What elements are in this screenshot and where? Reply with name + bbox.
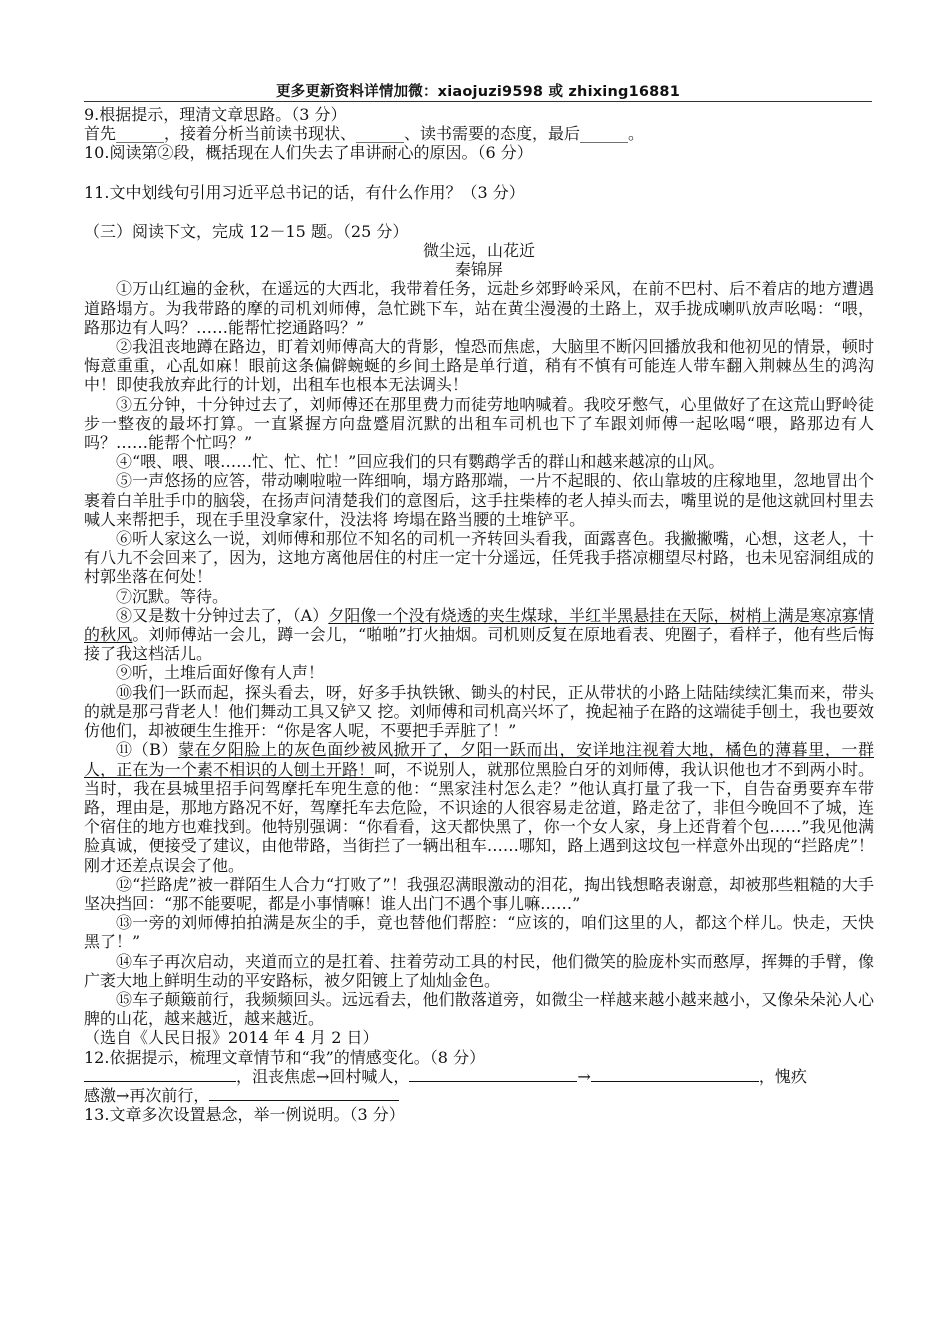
- question-12-segment: 感激→再次前行，: [84, 1085, 210, 1105]
- question-9-prompt: 首先______，接着分析当前读书现状、______、读书需要的态度，最后______。: [84, 124, 645, 144]
- answer-blank[interactable]: [84, 1080, 236, 1082]
- answer-space: [84, 163, 874, 183]
- paragraph-14: ⑭车子再次启动，夹道而立的是扛着、拄着劳动工具的村民，他们微笑的脸庞朴实而憨厚，挥舞的手臂，像广袤大地上鲜明生动的平安路标，被夕阳镀上了灿灿金色。: [84, 951, 874, 990]
- paragraph-6: ⑥听人家这么一说，刘师傅和那位不知名的司机一齐转回头看我，面露喜色。我撇撇嘴，心想，这老人，十有八九不会回来了，因为，这地方离他居住的村庄一定十分遥远，任凭我手搭凉棚望尽村路，也未见窑洞组成的村郭坐落在何处！: [84, 529, 874, 587]
- paragraph-8-lead: ⑧又是数十分钟过去了，（A）: [116, 605, 329, 625]
- paragraph-8: [84, 606, 874, 664]
- document-body: [84, 105, 874, 1124]
- question-12-segment: ，愧疚: [758, 1066, 807, 1086]
- paragraph-4: ④“喂、喂、喂……忙、忙、忙！”回应我们的只有鹦鹉学舌的群山和越来越凉的山风。: [116, 452, 725, 472]
- paragraph-7: ⑦沉默。等待。: [116, 586, 229, 606]
- paragraph-1: ①万山红遍的金秋，在遥远的大西北，我带着任务，远赴乡郊野岭采风，在前不巴村、后不着店的地方遭遇道路塌方。为我带路的摩的司机刘师傅，急忙跳下车，站在黄尘漫漫的土路上，双手拢成喇叭放声吆喝：“喂，路那边有人吗？……能帮忙挖通路吗？”: [84, 279, 874, 337]
- question-13: 13.文章多次设置悬念，举一例说明。（3 分）: [84, 1105, 405, 1125]
- paragraph-13: ⑬一旁的刘师傅拍拍满是灰尘的手，竟也替他们帮腔：“应该的，咱们这里的人，都这个样儿。快走，天快黑了！”: [84, 913, 874, 952]
- flow-arrow: →: [577, 1066, 591, 1086]
- question-9-title: 9.根据提示，理清文章思路。（3 分）: [84, 105, 347, 124]
- article-author: 秦锦屏: [454, 260, 503, 280]
- answer-blank[interactable]: [209, 1099, 399, 1101]
- question-12-flow-cont: [84, 1086, 874, 1105]
- question-11: 11.文中划线句引用习近平总书记的话，有什么作用？（3 分）: [84, 182, 525, 202]
- answer-space: [84, 202, 874, 222]
- paragraph-10: ⑩我们一跃而起，探头看去，呀，好多手执铁锹、锄头的村民，正从带状的小路上陆陆续续汇集而来，带头的就是那弓背老人！他们舞动工具又铲又 挖。刘师傅和司机高兴坏了，挽起袖子在路的这端徒手刨土，我也要效仿他们，却被硬生生推开：“你是客人呢，不要把手弄脏了！”: [84, 682, 874, 741]
- article-title: 微尘远，山花近: [422, 241, 535, 261]
- question-12-flow: [84, 1067, 874, 1086]
- paragraph-5: ⑤一声悠扬的应答，带动喇啦啦一阵细响，塌方路那端，一片不起眼的、依山靠坡的庄稼地里，忽地冒出个裹着白羊肚手巾的脑袋，在扬声问清楚我们的意图后，这手拄柴棒的老人掉头而去，嘴里说的是他这就回村里去喊人来帮把手，现在手里没拿家什，没法将 垮塌在路当腰的土堆铲平。: [84, 471, 874, 529]
- answer-blank[interactable]: [409, 1080, 577, 1082]
- paragraph-11-lead: ⑪（B）: [116, 740, 179, 760]
- header-divider: [84, 101, 872, 102]
- paragraph-11: [84, 740, 874, 874]
- article-source: （选自《人民日报》2014 年 4 月 2 日）: [84, 1028, 379, 1048]
- section-3-intro: （三）阅读下文，完成 12－15 题。（25 分）: [84, 221, 409, 241]
- paragraph-3: ③五分钟，十分钟过去了，刘师傅还在那里费力而徒劳地呐喊着。我咬牙憋气，心里做好了在这荒山野岭徒步一整夜的最坏打算。一直紧握方向盘蹙眉沉默的出租车司机也下了车跟刘师傅一起吆喝“喂，路那边有人吗？……能帮个忙吗？”: [84, 394, 874, 453]
- underlined-sentence-a: 夕阳像一个没有烧透的夹生煤球，半红半黑悬挂在天际，树梢上满是寒凉寡情的秋风: [84, 605, 874, 645]
- paragraph-2: ②我沮丧地蹲在路边，盯着刘师傅高大的背影，惶恐而焦虑，大脑里不断闪回播放我和他初见的情景，顿时悔意重重，心乱如麻！眼前这条偏僻蜿蜒的乡间土路是单行道，稍有不慎有可能连人带车翻入荆棘丛生的鸿沟中！即使我放弃此行的计划，出租车也根本无法调头！: [84, 337, 874, 395]
- question-12-title: 12.依据提示，梳理文章情节和“我”的情感变化。（8 分）: [84, 1047, 486, 1067]
- paragraph-9: ⑨听，土堆后面好像有人声！: [116, 663, 325, 683]
- question-10: 10.阅读第②段，概括现在人们失去了串讲耐心的原因。（6 分）: [84, 143, 533, 163]
- underlined-sentence-b: 蒙在夕阳脸上的灰色面纱被风掀开了，夕阳一跃而出，安详地注视着大地，橘色的薄暮里，一群人，正在为一个素不相识的人刨土开路！: [84, 740, 874, 779]
- answer-blank[interactable]: [591, 1080, 759, 1082]
- page-header: 更多更新资料详情加微：xiaojuzi9598 或 zhixing16881: [275, 84, 681, 100]
- paragraph-12: ⑫“拦路虎”被一群陌生人合力“打败了”！我强忍满眼激动的泪花，掏出钱想略表谢意，却被那些粗糙的大手坚决挡回：“那不能要呢，都是小事情嘛！谁人出门不遇个事儿嘛……”: [84, 874, 874, 913]
- paragraph-11-rest: 呵，不说别人，就那位黑脸白牙的刘师傅，我认识他也才不到两小时。当时，我在县城里招手问驾摩托车兜生意的他：“黑家洼村怎么走？”他认真打量了我一下，自告奋勇要弃车带路，理由是，那地方路况不好，驾摩托车去危险，不识途的人很容易走岔道，路走岔了，非但今晚回不了城，连个宿住的地方也难找到。他特别强调：“你看看，这天都快黑了，你一个女人家，身上还背着个包……”我见他满脸真诚，便接受了建议，由他带路，当街拦了一辆出租车……哪知，路上遇到这坟包一样意外出现的“拦路虎”！刚才还差点误会了他。: [84, 759, 874, 875]
- question-12-segment: ，沮丧焦虑→回村喊人，: [236, 1066, 410, 1086]
- paragraph-15: ⑮车子颠簸前行，我频频回头。远远看去，他们散落道旁，如微尘一样越来越小越来越小，又像朵朵沁人心脾的山花，越来越近，越来越近。: [84, 989, 874, 1029]
- paragraph-8-rest: 。刘师傅站一会儿，蹲一会儿，“啪啪”打火抽烟。司机则反复在原地看表、兜圈子，看样子，他有些后悔接了我这档活儿。: [84, 625, 874, 664]
